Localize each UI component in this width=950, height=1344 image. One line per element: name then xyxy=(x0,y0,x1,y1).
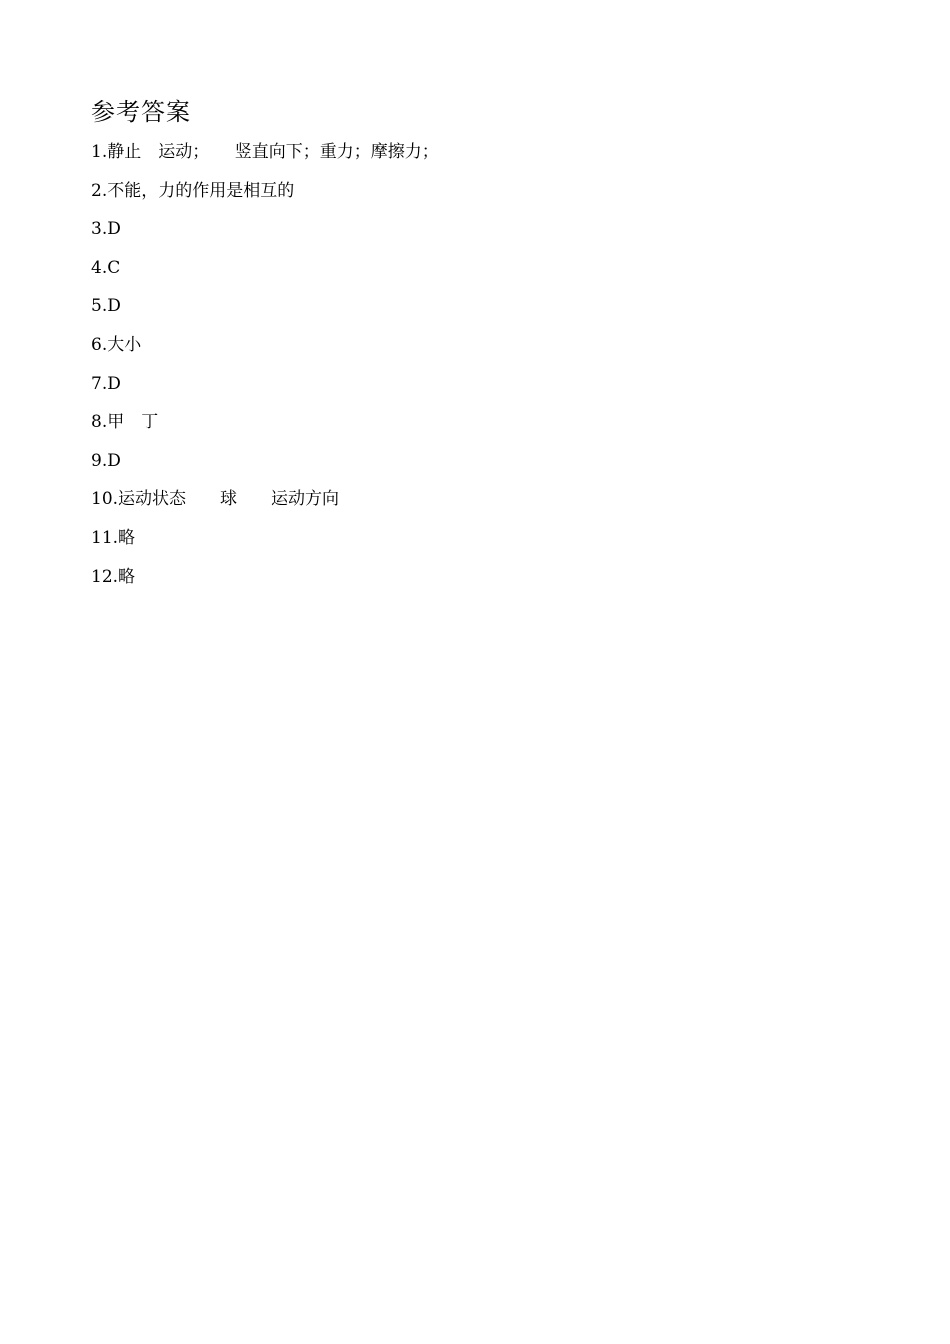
answer-item-7: 7.D xyxy=(91,373,121,394)
answer-item-3: 3.D xyxy=(91,219,121,240)
answer-item-5: 5.D xyxy=(91,296,121,317)
answer-item-8: 8.甲 丁 xyxy=(91,412,159,433)
answer-item-11: 11.略 xyxy=(91,527,136,548)
answer-item-1: 1.静止 运动； 竖直向下；重力；摩擦力； xyxy=(91,142,439,162)
answer-item-4: 4.C xyxy=(91,257,121,278)
answer-item-2: 2.不能，力的作用是相互的 xyxy=(91,180,295,201)
answer-item-10: 10.运动状态 球 运动方向 xyxy=(91,489,340,510)
page-title: 参考答案 xyxy=(91,98,191,126)
answer-list xyxy=(91,140,891,603)
answer-item-9: 9.D xyxy=(91,450,121,471)
answer-sheet xyxy=(91,96,891,603)
answer-item-12: 12.略 xyxy=(91,566,136,587)
answer-item-6: 6.大小 xyxy=(91,334,142,355)
